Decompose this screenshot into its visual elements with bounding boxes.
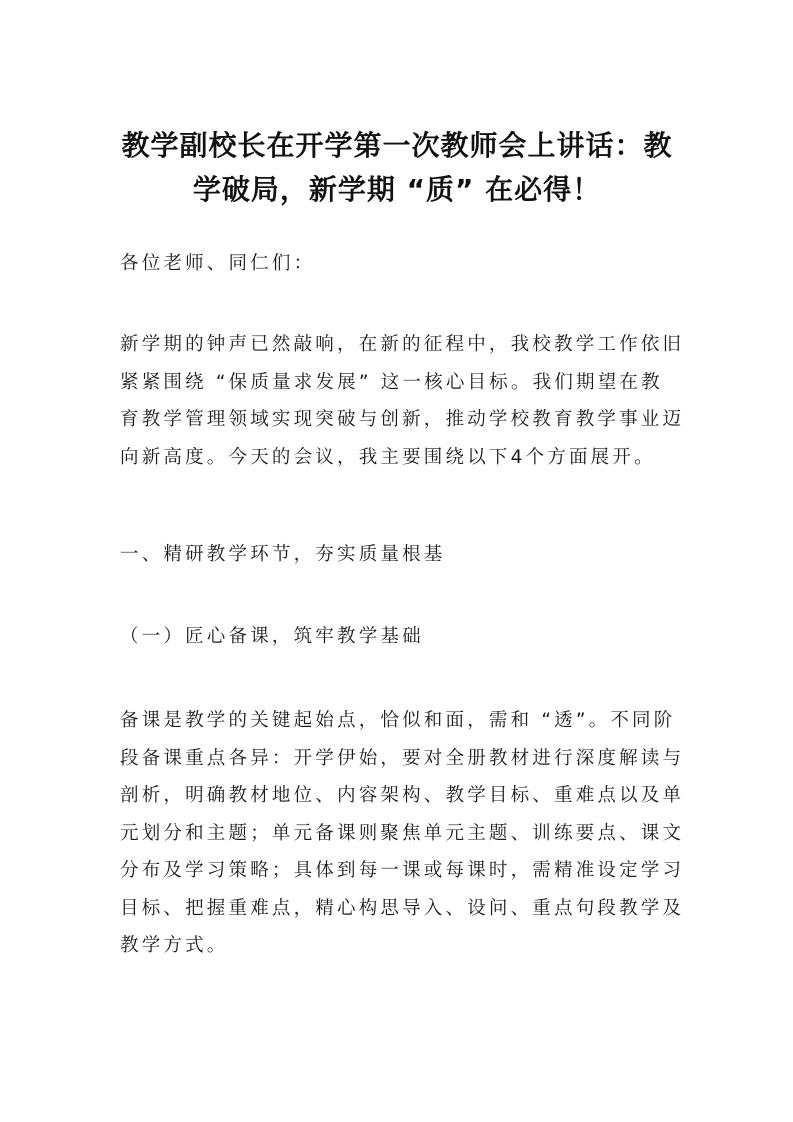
document-title (112, 124, 682, 212)
subsection-1-body (120, 702, 685, 965)
body-line-4: 元划分和主题；单元备课则聚焦单元主题、训练要点、课文 (120, 822, 685, 844)
intro-line-1: 新学期的钟声已然敲响，在新的征程中，我校教学工作依旧 (120, 334, 685, 355)
title-line-2: 学破局，新学期 “质” 在必得！ (192, 173, 602, 206)
body-line-1: 备课是教学的关键起始点，恰似和面，需和 “透”。不同阶 (120, 710, 676, 731)
subsection-heading-1 (120, 618, 680, 656)
body-line-2: 段备课重点各异：开学伊始，要对全册教材进行深度解读与 (120, 747, 685, 769)
body-line-7: 教学方式。 (120, 935, 229, 956)
intro-paragraph (120, 326, 685, 476)
salutation-text: 各位老师、同仁们： (120, 253, 316, 274)
intro-line-2: 紧紧围绕 “保质量求发展” 这一核心目标。我们期望在教 (120, 371, 663, 393)
intro-line-4: 向新高度。今天的会议，我主要围绕以下4个方面展开。 (120, 446, 656, 468)
section-heading-1 (120, 536, 680, 574)
subsection-heading-1-text: （一）匠心备课，筑牢教学基础 (120, 626, 424, 647)
section-heading-1-text: 一、精研教学环节，夯实质量根基 (120, 544, 446, 565)
salutation (120, 245, 680, 283)
body-line-5: 分布及学习策略；具体到每一课或每课时，需精准设定学习 (120, 860, 685, 881)
body-line-3: 剖析，明确教材地位、内容架构、教学目标、重难点以及单 (120, 785, 685, 806)
body-line-6: 目标、把握重难点，精心构思导入、设问、重点句段教学及 (120, 897, 685, 919)
intro-line-3: 育教学管理领域实现突破与创新，推动学校教育教学事业迈 (120, 409, 685, 430)
title-line-1: 教学副校长在开学第一次教师会上讲话：教 (121, 129, 673, 162)
